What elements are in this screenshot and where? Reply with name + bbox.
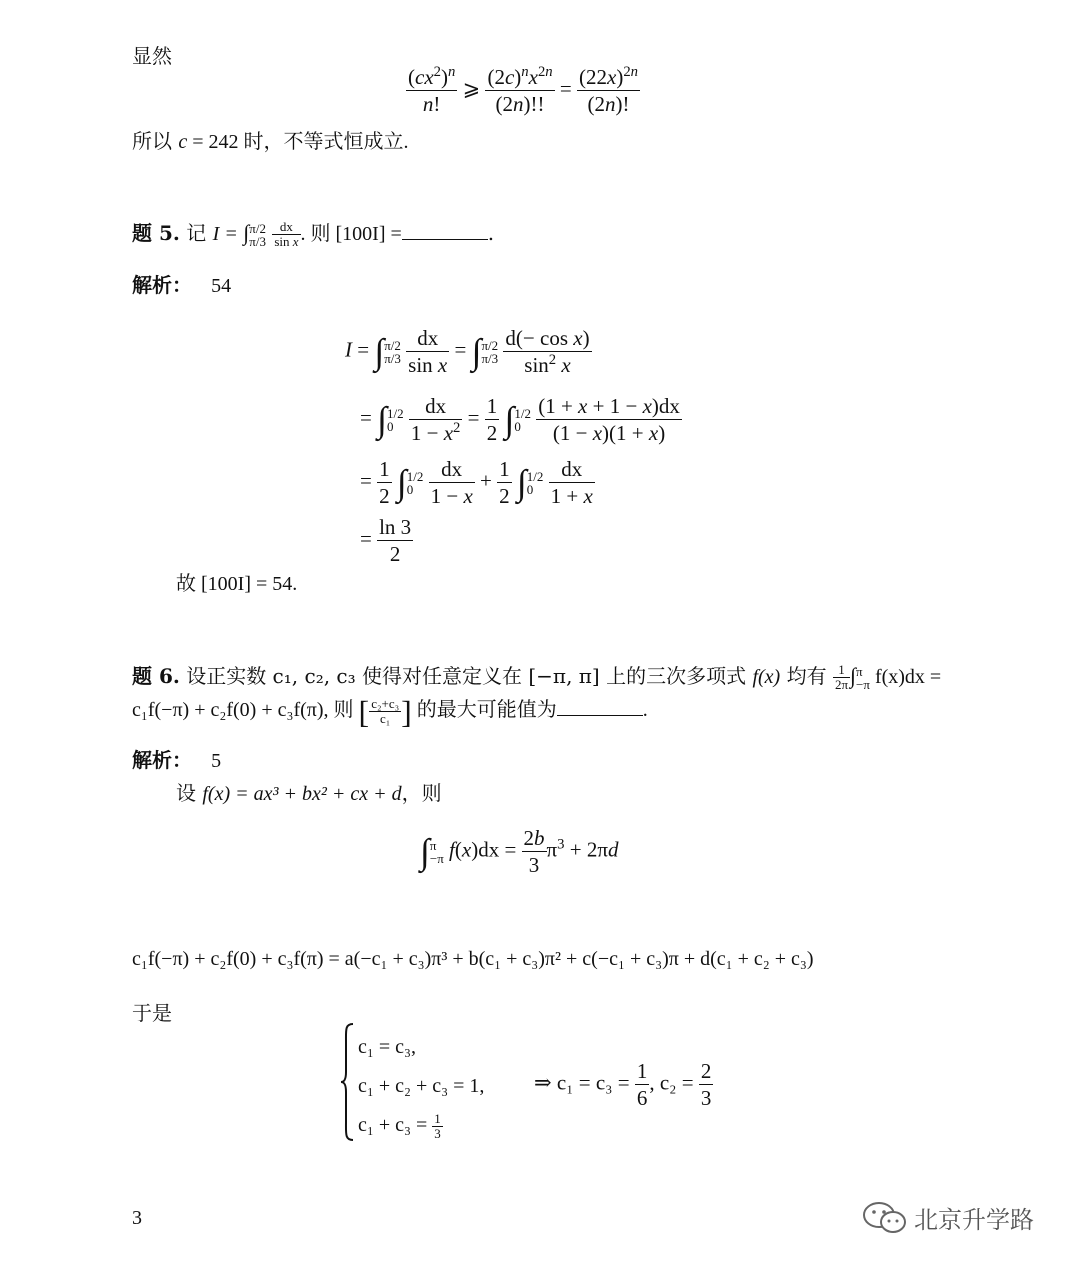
system-brace — [340, 1022, 354, 1142]
problem6-label: 题 6. — [132, 664, 180, 688]
derivation-line-4: = $\frac{\ln 3}{2}$ — [360, 515, 412, 566]
watermark-text: 北京升学路 — [914, 1206, 1034, 1234]
derivation-line-1: I = ∫ π/2 π/3 $\frac{dx}{\text{sin x}}$ = ∫ π/2 π/3 $\frac{\text{d(− cos x)}}{\sin^2 x}$ — [345, 326, 590, 377]
long-equation: c₁f(−π) + c₂f(0) + c₃f(π) = a(−c₁ + c₃)π³ + b(c₁ + c₃)π² + c(−c₁ + c₃)π + d(c₁ + c₂ + c₃) — [132, 948, 814, 970]
derivation-line-2: = ∫ 1/2 0 $\frac{dx}{1 - x^2}$ = $\frac{1}{2}$ ∫ 1/2 0 $\frac{(1 + x + 1 - x)dx}{(1 - x)(1 + x)}$ — [360, 394, 680, 445]
conclusion-text: 所以 c = 242 时，不等式恒成立. — [132, 129, 409, 153]
page-number: 3 — [132, 1207, 142, 1229]
intro-text: 显然 — [132, 44, 172, 68]
problem5-final: 故 [100I] = 54. — [176, 573, 298, 595]
integral-display: ∫ π −π f(x)dx = $\frac{2b}{3}$ $\pi^3 + 2\pi d$ — [420, 826, 619, 877]
problem5-solution-header: 解析： 54 — [132, 273, 232, 297]
watermark — [862, 1200, 1034, 1235]
system-eq-1: c₁ = c₃, — [358, 1036, 416, 1058]
derivation-line-3: = $\frac{1}{2}$ ∫ 1/2 0 $\frac{dx}{1 - x}$ + $\frac{1}{2}$ ∫ 1/2 0 $\frac{dx}{1 + x}$ — [360, 457, 593, 508]
system-eq-3: c₁ + c₃ = $\frac{1}{3}$ — [358, 1111, 441, 1141]
answer-blank-6[interactable] — [557, 697, 643, 716]
problem6-solution-header: 解析： 5 — [132, 748, 222, 772]
answer-blank-5[interactable] — [402, 221, 488, 240]
inequality-display: $\frac{(cx^2)^n}{n!}$ ⩾ $\frac{(2c)^nx^{2n}}{(2n)!!}$ = $\frac{(22x)^{2n}}{(2n)!}$ — [408, 64, 638, 116]
then-text: 于是 — [132, 1001, 172, 1025]
wechat-icon — [862, 1201, 908, 1235]
system-eq-2: c₁ + c₂ + c₃ = 1, — [358, 1075, 485, 1097]
problem5-label: 题 5. — [132, 221, 180, 245]
problem6-stem-line2: c₁f(−π) + c₂f(0) + c₃f(π), 则 [ $\frac{\text{c₂+c₃}}{\text{c₁}}$ ] 的最大可能值为 . — [132, 693, 648, 730]
problem6-stem-line1: 题 6. 设正实数 c₁, c₂, c₃ 使得对任意定义在 [−π, π] 上的三次多项式 f(x) 均有 $\frac{1}{2\pi}$ ∫ π −π f(x)dx = — [132, 662, 942, 692]
problem6-setup: 设 f(x) = ax³ + bx² + cx + d，则 — [176, 781, 442, 805]
system-result: ⇒ c₁ = c₃ = $\frac{1}{6}$ , c₂ = $\frac{2}{3}$ — [534, 1059, 712, 1110]
problem5-stem: 题 5. 记 I = ∫ π/2 π/3 $\frac{dx}{\text{sin x}}$ . 则 [100I] = . — [132, 219, 495, 249]
